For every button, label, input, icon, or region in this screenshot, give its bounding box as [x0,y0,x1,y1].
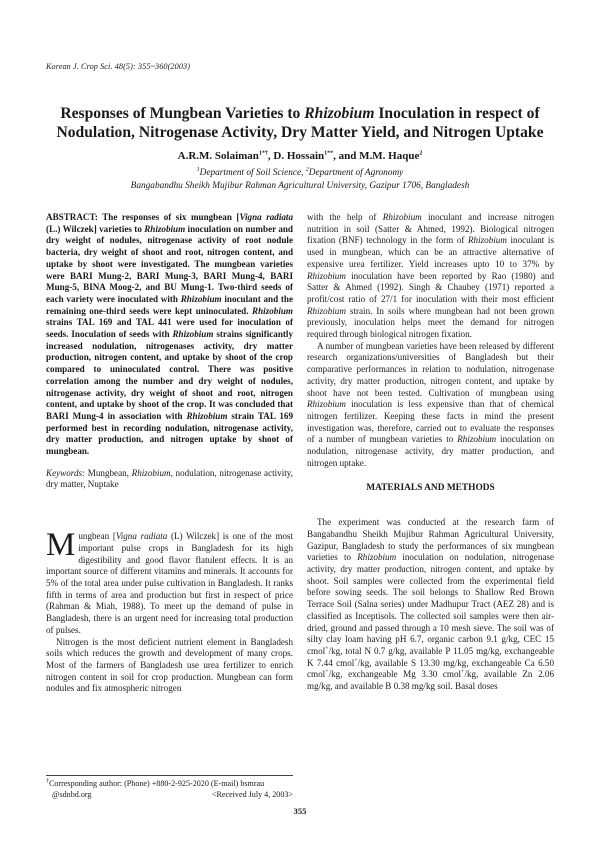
body-italic: Rhizobium [457,434,497,445]
author-list: A.R.M. Solaiman$^{1*\dagger}$, D. Hossain$^{1**}$, and M.M. Haque$^2$ [177,150,423,162]
page-number: 355 [293,806,307,816]
author-3-sup: 2 [419,150,423,157]
drop-cap: M [46,527,76,564]
body-italic: Rhizobium [357,552,397,563]
corresponding-author-footnote [46,775,293,800]
unit-sup: + [325,645,329,652]
intro-paragraph-1 [46,527,294,636]
body-text: A number of mungbean varieties have been released by different research organizations/universities of Bangladesh but their comparative performances in relation to nodulation, nitrogenase activity, dry matter production, nitrogen content, and uptake by shoot have not been tested. Cultivation of mungbean using [307,340,554,398]
affiliation-departments [40,168,560,178]
received-date: <Received July 4, 2003> [211,789,293,799]
author-3: and M.M. Haque [338,150,420,162]
body-text: strain. In soils where mungbean had not been grown previously, inoculation helps meet the demand for nitrogen required through biological nitrogen fixation. [307,305,554,340]
footnote-line-2 [46,790,293,801]
body-text: inoculation on nodulation, nitrogenase activity, dry matter production, nitrogen content, and uptake by shoot. Soil samples were collected from the experimental field before sowing seeds. The soil belongs to Shallow Red Brown Terrace Soil (Salna series) under Madhupur Tract (AEZ 28) and is classified as Inceptisols. The collected soil samples were then air-dried, ground and passed through a 10 mesh sieve. The soil was of silty clay loam having pH 6.7, organic carbon 9.1 g/kg, CEC 15 cmol [307,552,554,656]
title-line1-post: Inoculation in respect of [374,105,540,122]
abstract-italic: Rhizobium [180,293,222,304]
body-italic: Rhizobium [382,212,422,222]
body-text: /kg, total N 0.7 g/kg, available P 11.05 mg/kg, exchangeable K 7.44 cmol [307,645,554,668]
title-line2: Nodulation, Nitrogenase Activity, Dry Matter Yield, and Nitrogen Uptake [56,124,544,141]
body-italic: Rhizobium [468,235,507,246]
paper-title [40,104,560,142]
body-italic: Rhizobium [307,399,346,410]
body-text: /kg, exchangeable Mg 3.30 cmol [328,669,462,680]
unit-sup: + [461,669,465,676]
body-text: inoculant and increase nitrogen nutrition in soil (Satter & Ahmed, 1992). Biological nitrogen fixation (BNF) technology in the form of [307,212,555,246]
body-text: inoculation have been reported by Rao (1980) and Satter & Ahmed (1992). Singh & Chaubey (1971) reported a profit/cost ratio of 27/1 for inoculation with their most efficient [307,270,554,304]
methods-paragraph-1 [307,517,554,693]
body-text: inoculation on nodulation, nitrogenase activity, dry matter production, and nitrogen uptake. [307,434,554,468]
body-italic: Rhizobium [307,270,346,281]
title-line1-pre: Responses of Mungbean Varieties to [60,105,305,122]
footnote-email-tail: @sdnbd.org [52,789,92,799]
abstract-italic: Vigna radiata [239,212,294,222]
body-text: /kg, available S 13.30 mg/kg, exchangeable Ca 6.50 cmol [307,657,554,680]
body-text: inoculation is less expensive than that of chemical nitrogen fertilizer. Keeping these facts in mind the present investigation was, therefore, carried out to evaluate the responses of a number of mungbean varieties to [307,399,554,445]
abstract-italic: Rhizobium [252,305,293,316]
left-column [46,212,293,695]
abstract-text: inoculant and the remaining one-third seeds were kept uninoculated. [46,293,293,316]
aff-dept-2: Department of Agronomy [308,168,404,178]
intro-text: (L) Wilczek] is one of the most important pulse crops in Bangladesh for its high digestibility and good flavor flatulent effects. It is an important source of different vitamins and minerals. It accounts for 5% of the total area under pulse cultivation in Bangladesh. It ranks fifth in terms of area and production but first in respect of price (Rahman & Miah, 1988). To meet up the demand of pulse in Bangladesh, there is an urgent need for increasing total production of pulses. [46,531,294,635]
right-column [307,212,554,693]
abstract-text: (L.) Wilczek] varieties to [46,223,145,234]
intro-paragraph-4 [307,341,554,470]
abstract-text: inoculation on number and dry weight of nodules, nitrogenase activity of root nodule bacteria, dry weight of shoot and root, nitrogen content, and uptake by shoot were investigated. The mungbean varieties were BARI Mung-2, BARI Mung-3, BARI Mung-4, BARI Mung-5, BINA Moog-2, and BU Mung-1. Two-third seeds of each variety were inoculated with [46,223,293,304]
author-2-sup: 1** [324,150,334,157]
footnote-text: Corresponding author: (Phone) +880-2-925-2020 (E-mail) bsmrau [49,779,265,788]
intro-text: ungbean [ [78,531,116,542]
keywords-text: , nodulation, nitrogenase activity, dry matter, Nuptake [46,467,293,490]
author-1-sup: 1*† [258,150,268,157]
abstract-italic: Rhizobium [186,410,228,421]
keywords [46,468,293,491]
body-italic: Rhizobium [307,305,346,316]
intro-paragraph-2: Nitrogen is the most deficient nutrient element in Bangladesh soils which reduces the growth and development of many crops. Most of the farmers of Bangladesh use urea fertilizer to enrich nitrogen content in soil for crop production. Mungbean can form nodules and fix atmospheric nitrogen [46,636,293,694]
affiliation-university: Bangabandhu Sheikh Mujibur Rahman Agricultural University, Gazipur 1706, Bangladesh [130,181,470,191]
journal-citation: Korean J. Crop Sci. 48(5): 355~360(2003) [46,62,191,71]
abstract [46,212,293,458]
abstract-text: ABSTRACT: The responses of six mungbean [ [46,212,240,222]
author-2: D. Hossain [273,150,325,162]
section-heading-methods: MATERIALS AND METHODS [366,483,495,494]
intro-italic: Vigna radiata [115,531,168,542]
body-text: with the help of [307,212,383,222]
body-text: inoculant is used in mungbean, which can be an attractive alternative of expensive urea fertilizer. Yield increases upto 10 to 37% by [307,235,554,269]
intro-paragraph-3 [307,212,554,341]
keywords-text: Mungbean, [85,467,132,478]
body-text: /kg, available Zn 2.06 mg/kg, and available B 0.38 mg/kg soil. Basal doses [307,669,554,692]
aff-sup-1: 1 [196,166,200,173]
body-text: The experiment was conducted at the research farm of Bangabandhu Sheikh Mujibur Rahman Agricultural University, Gazipur, Bangladesh to study the performances of six mungbean varieties to [307,517,554,563]
abstract-italic: Rhizobium [172,329,214,340]
author-1: A.R.M. Solaiman [177,150,259,162]
keywords-italic: Rhizobium [131,467,171,478]
abstract-text: strains TAL 169 and TAL 441 were used for inoculation of seeds. Inoculation of seeds with [46,317,293,340]
keywords-label: Keywords: [46,467,86,478]
footnote-sup: † [46,778,49,785]
title-line1-italic: Rhizobium [304,105,375,122]
footnote-line-1 [46,779,293,790]
unit-sup: + [325,669,329,676]
abstract-italic: Rhizobium [144,223,186,234]
abstract-text: strains significantly increased nodulation, nitrogenases activity, dry matter production, nitrogen content, and uptake by shoot of the crop compared to uninoculated control. There was positive correlation among the number and dry weight of nodules, nitrogenase activity, dry weight of shoot and root, nitrogen content, and uptake by shoot of the crop. It was concluded that BARI Mung-4 in association with [46,329,293,421]
aff-sup-2: 2 [305,166,309,173]
abstract-text: strain TAL 169 performed best in recording nodulation, nitrogenase activity, dry matter production, and nitrogen uptake by shoot of mungbean. [46,410,293,457]
aff-dept-1: Department of Soil Science, [199,168,306,178]
unit-sup: + [354,657,358,664]
